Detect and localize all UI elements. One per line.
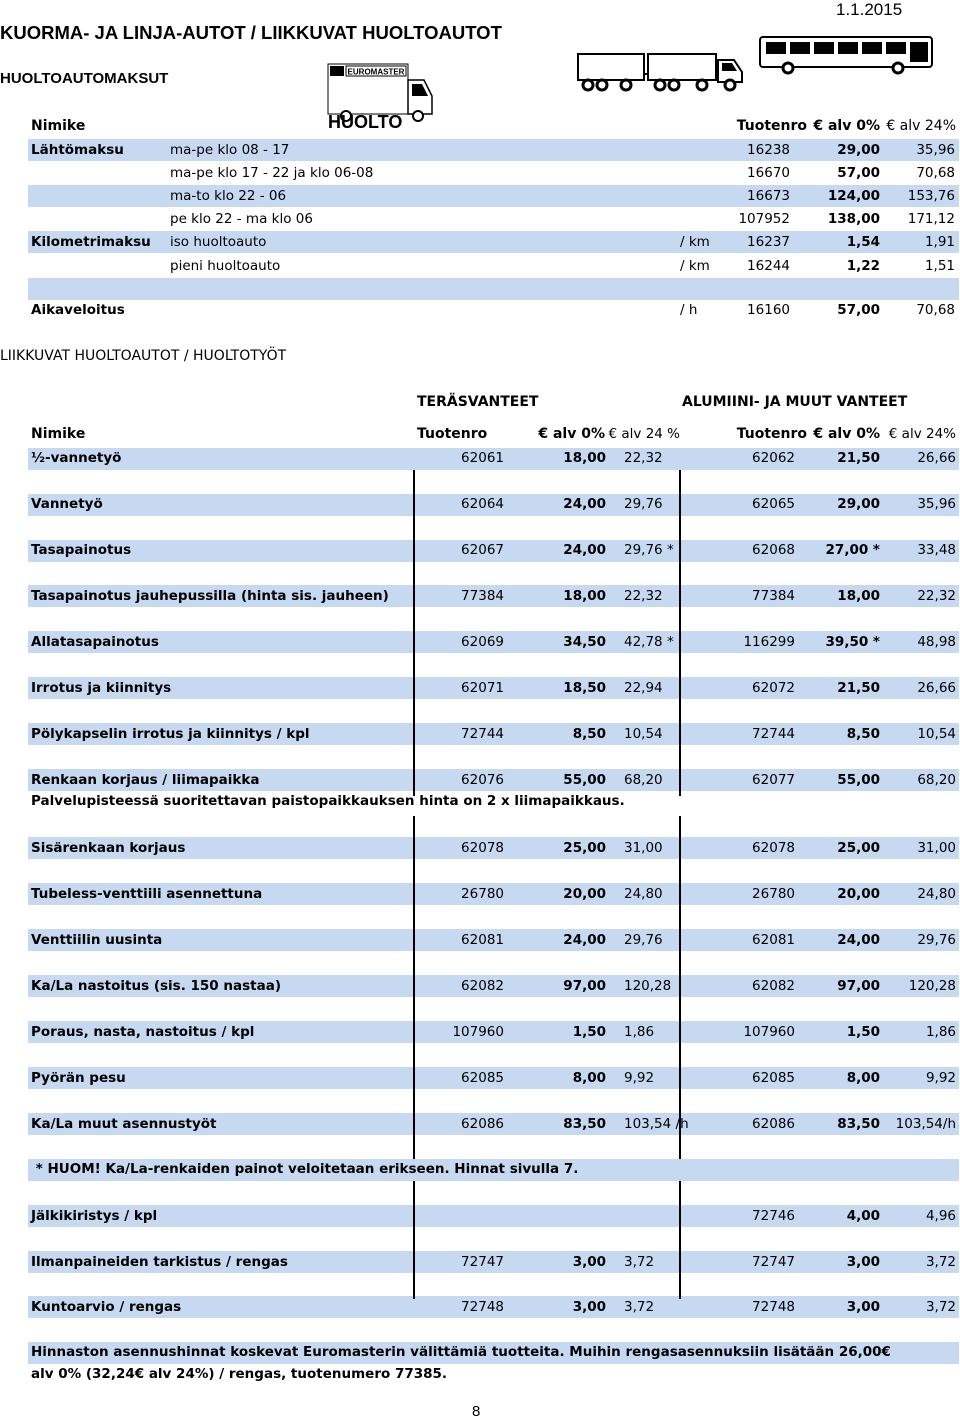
fee-desc: pieni huoltoauto xyxy=(170,258,281,274)
alu-vat0: 29,00 xyxy=(837,496,880,512)
alu-vat0: 25,00 xyxy=(837,840,880,856)
steel-code: 62085 xyxy=(461,1070,504,1086)
alu-code: 62068 xyxy=(752,542,795,558)
steel-vat0: 3,00 xyxy=(572,1299,606,1315)
fee-code: 107952 xyxy=(738,211,790,227)
fee-desc: ma-pe klo 17 - 22 ja klo 06-08 xyxy=(170,165,374,181)
alu-vat0: 3,00 xyxy=(846,1299,880,1315)
alu-vat0: 8,50 xyxy=(846,726,880,742)
fees-header-name: Nimike xyxy=(31,118,86,134)
alu-vat0: 4,00 xyxy=(846,1208,880,1224)
service-name: ½-vannetyö xyxy=(31,450,122,466)
steel-code: 62076 xyxy=(461,772,504,788)
alu-vat24: 3,72 xyxy=(925,1299,956,1315)
alu-vat24: 48,98 xyxy=(917,634,956,650)
fee-unit: / km xyxy=(680,258,710,274)
alu-vat0: 3,00 xyxy=(846,1254,880,1270)
steel-code: 62061 xyxy=(461,450,504,466)
services-section-title: LIIKKUVAT HUOLTOAUTOT / HUOLTOTYÖT xyxy=(0,348,287,364)
steel-code: 26780 xyxy=(461,886,504,902)
fee-code: 16238 xyxy=(747,142,790,158)
truck-trailer-icon xyxy=(576,50,746,92)
alu-vat0: 21,50 xyxy=(837,680,880,696)
steel-vat0: 97,00 xyxy=(563,978,606,994)
steel-vat0: 18,50 xyxy=(563,680,606,696)
steel-vat0: 3,00 xyxy=(572,1254,606,1270)
alu-vat24: 1,86 xyxy=(925,1024,956,1040)
alu-vat24: 9,92 xyxy=(925,1070,956,1086)
alu-vat0: 83,50 xyxy=(837,1116,880,1132)
steel-vat24: 42,78 * xyxy=(624,634,674,650)
alu-code: 72748 xyxy=(752,1299,795,1315)
service-name: Ka/La muut asennustyöt xyxy=(31,1116,217,1132)
steel-code: 62081 xyxy=(461,932,504,948)
group-steel-rims: TERÄSVANTEET xyxy=(417,394,539,410)
service-name: Ka/La nastoitus (sis. 150 nastaa) xyxy=(31,978,282,994)
alu-vat0: 39,50 * xyxy=(825,634,880,650)
alu-vat0: 20,00 xyxy=(837,886,880,902)
alu-code: 62065 xyxy=(752,496,795,512)
document-date: 1.1.2015 xyxy=(836,0,903,19)
fee-vat24: 35,96 xyxy=(916,142,955,158)
alu-code: 62072 xyxy=(752,680,795,696)
fee-vat0: 138,00 xyxy=(827,211,880,227)
fee-vat24: 70,68 xyxy=(916,165,955,181)
fee-code: 16670 xyxy=(747,165,790,181)
fee-desc: pe klo 22 - ma klo 06 xyxy=(170,211,313,227)
fee-label: Lähtömaksu xyxy=(31,142,124,158)
steel-vat24: 120,28 xyxy=(624,978,672,994)
alu-vat24: 103,54/h xyxy=(895,1116,956,1132)
alu-code: 107960 xyxy=(743,1024,795,1040)
fee-vat0: 29,00 xyxy=(837,142,880,158)
steel-vat24: 68,20 xyxy=(624,772,663,788)
service-name: Kuntoarvio / rengas xyxy=(31,1299,182,1315)
steel-vat0: 25,00 xyxy=(563,840,606,856)
steel-code: 72748 xyxy=(461,1299,504,1315)
alu-vat24: 26,66 xyxy=(917,450,956,466)
fees-header-vat0: € alv 0% xyxy=(813,118,880,134)
fees-header-vat24: € alv 24% xyxy=(886,118,956,134)
steel-code: 62067 xyxy=(461,542,504,558)
steel-vat24: 10,54 xyxy=(624,726,663,742)
column-divider xyxy=(413,1181,415,1299)
steel-vat24: 9,92 xyxy=(624,1070,655,1086)
alu-code: 62086 xyxy=(752,1116,795,1132)
alu-code: 62085 xyxy=(752,1070,795,1086)
service-name: Vannetyö xyxy=(31,496,103,512)
alu-code: 62062 xyxy=(752,450,795,466)
steel-code: 72747 xyxy=(461,1254,504,1270)
steel-vat24: 22,94 xyxy=(624,680,663,696)
service-name: Pölykapselin irrotus ja kiinnitys / kpl xyxy=(31,726,310,742)
fee-vat0: 124,00 xyxy=(827,188,880,204)
page-number: 8 xyxy=(472,1403,481,1420)
alu-vat24: 33,48 xyxy=(917,542,956,558)
steel-code: 62071 xyxy=(461,680,504,696)
footer-line-1: Hinnaston asennushinnat koskevat Euromasterin välittämiä tuotteita. Muihin rengasasennuksiin lisätään 26,00€ xyxy=(31,1344,891,1360)
alu-code: 116299 xyxy=(743,634,795,650)
fee-row-band xyxy=(28,278,959,300)
service-name: Allatasapainotus xyxy=(31,634,159,650)
steel-code: 62078 xyxy=(461,840,504,856)
fee-desc: iso huoltoauto xyxy=(170,234,267,250)
column-divider xyxy=(679,1181,681,1299)
services-header-steel-vat0: € alv 0% xyxy=(538,426,605,442)
alu-vat24: 35,96 xyxy=(917,496,956,512)
alu-vat24: 120,28 xyxy=(908,978,956,994)
steel-vat24: 29,76 xyxy=(624,496,663,512)
steel-vat0: 24,00 xyxy=(563,496,606,512)
fee-vat24: 1,51 xyxy=(924,258,955,274)
steel-code: 62064 xyxy=(461,496,504,512)
service-name: Pyörän pesu xyxy=(31,1070,126,1086)
fees-header-product-no: Tuotenro xyxy=(736,118,807,134)
fee-label: Aikaveloitus xyxy=(31,302,125,318)
fee-code: 16673 xyxy=(747,188,790,204)
service-name: Venttiilin uusinta xyxy=(31,932,163,948)
service-name: Ilmanpaineiden tarkistus / rengas xyxy=(31,1254,288,1270)
alu-vat24: 10,54 xyxy=(917,726,956,742)
fee-desc: ma-pe klo 08 - 17 xyxy=(170,142,290,158)
fee-vat0: 57,00 xyxy=(837,302,880,318)
alu-vat0: 8,00 xyxy=(846,1070,880,1086)
alu-vat0: 21,50 xyxy=(837,450,880,466)
fee-code: 16160 xyxy=(747,302,790,318)
fee-desc: ma-to klo 22 - 06 xyxy=(170,188,287,204)
steel-vat0: 24,00 xyxy=(563,932,606,948)
document-subtitle: HUOLTOAUTOMAKSUT xyxy=(0,70,169,87)
alu-vat0: 24,00 xyxy=(837,932,880,948)
alu-code: 62077 xyxy=(752,772,795,788)
alu-vat24: 29,76 xyxy=(917,932,956,948)
alu-vat0: 55,00 xyxy=(837,772,880,788)
steel-vat24: 24,80 xyxy=(624,886,663,902)
services-header-alu-code: Tuotenro xyxy=(736,426,807,442)
alu-vat24: 24,80 xyxy=(917,886,956,902)
steel-code: 62086 xyxy=(461,1116,504,1132)
alu-code: 62081 xyxy=(752,932,795,948)
steel-vat24: 3,72 xyxy=(624,1299,655,1315)
alu-code: 72747 xyxy=(752,1254,795,1270)
services-header-steel-vat24: € alv 24 % xyxy=(608,426,680,442)
fee-vat0: 1,54 xyxy=(846,234,880,250)
steel-vat24: 22,32 xyxy=(624,588,663,604)
fee-unit: / km xyxy=(680,234,710,250)
steel-vat24: 22,32 xyxy=(624,450,663,466)
alu-vat0: 1,50 xyxy=(846,1024,880,1040)
service-name: Tasapainotus jauhepussilla (hinta sis. jauheen) xyxy=(31,588,389,604)
services-header-alu-vat24: € alv 24% xyxy=(888,426,956,442)
alu-vat0: 97,00 xyxy=(837,978,880,994)
svg-text:HUOLTO: HUOLTO xyxy=(328,112,403,130)
fee-vat24: 171,12 xyxy=(907,211,955,227)
services-header-name: Nimike xyxy=(31,426,86,442)
alu-vat24: 31,00 xyxy=(917,840,956,856)
column-divider xyxy=(413,816,415,1159)
alu-code: 72744 xyxy=(752,726,795,742)
alu-code: 26780 xyxy=(752,886,795,902)
steel-code: 62069 xyxy=(461,634,504,650)
service-name: Sisärenkaan korjaus xyxy=(31,840,186,856)
note-patch: Palvelupisteessä suoritettavan paistopaikkauksen hinta on 2 x liimapaikkaus. xyxy=(31,793,625,809)
steel-code: 77384 xyxy=(461,588,504,604)
alu-code: 62082 xyxy=(752,978,795,994)
column-divider xyxy=(679,470,681,796)
services-header-alu-vat0: € alv 0% xyxy=(813,426,880,442)
alu-vat0: 27,00 * xyxy=(825,542,880,558)
group-alu-rims: ALUMIINI- JA MUUT VANTEET xyxy=(682,394,908,410)
fee-vat24: 70,68 xyxy=(916,302,955,318)
fee-label: Kilometrimaksu xyxy=(31,234,151,250)
service-name: Tasapainotus xyxy=(31,542,132,558)
steel-vat0: 18,00 xyxy=(563,588,606,604)
steel-vat0: 8,00 xyxy=(572,1070,606,1086)
fee-vat24: 1,91 xyxy=(924,234,955,250)
steel-code: 62082 xyxy=(461,978,504,994)
alu-code: 77384 xyxy=(752,588,795,604)
service-name: Tubeless-venttiili asennettuna xyxy=(31,886,263,902)
steel-vat0: 8,50 xyxy=(572,726,606,742)
alu-vat24: 22,32 xyxy=(917,588,956,604)
fee-unit: / h xyxy=(680,302,698,318)
steel-vat24: 29,76 xyxy=(624,932,663,948)
steel-vat0: 1,50 xyxy=(572,1024,606,1040)
alu-vat24: 68,20 xyxy=(917,772,956,788)
bus-icon xyxy=(758,34,938,76)
alu-vat24: 3,72 xyxy=(925,1254,956,1270)
steel-vat0: 24,00 xyxy=(563,542,606,558)
fee-code: 16237 xyxy=(747,234,790,250)
footer-line-2: alv 0% (32,24€ alv 24%) / rengas, tuotenumero 77385. xyxy=(31,1366,448,1382)
service-name: Irrotus ja kiinnitys xyxy=(31,680,172,696)
alu-code: 62078 xyxy=(752,840,795,856)
steel-vat24: 3,72 xyxy=(624,1254,655,1270)
steel-vat24: 1,86 xyxy=(624,1024,655,1040)
steel-vat0: 20,00 xyxy=(563,886,606,902)
fee-code: 16244 xyxy=(747,258,790,274)
note-huom: * HUOM! Ka/La-renkaiden painot veloitetaan erikseen. Hinnat sivulla 7. xyxy=(31,1161,579,1177)
steel-vat24: 103,54 /h xyxy=(624,1116,689,1132)
steel-vat0: 34,50 xyxy=(563,634,606,650)
service-name: Poraus, nasta, nastoitus / kpl xyxy=(31,1024,255,1040)
steel-vat24: 31,00 xyxy=(624,840,663,856)
steel-vat0: 83,50 xyxy=(563,1116,606,1132)
alu-vat0: 18,00 xyxy=(837,588,880,604)
steel-vat0: 55,00 xyxy=(563,772,606,788)
fee-vat0: 57,00 xyxy=(837,165,880,181)
service-name: Jälkikiristys / kpl xyxy=(31,1208,158,1224)
fee-vat0: 1,22 xyxy=(846,258,880,274)
column-divider xyxy=(413,470,415,796)
steel-vat0: 18,00 xyxy=(563,450,606,466)
euromaster-truck-logo xyxy=(326,60,436,130)
alu-code: 72746 xyxy=(752,1208,795,1224)
services-header-steel-code: Tuotenro xyxy=(417,426,488,442)
svg-text:EUROMASTER: EUROMASTER xyxy=(347,67,405,77)
steel-code: 72744 xyxy=(461,726,504,742)
alu-vat24: 4,96 xyxy=(925,1208,956,1224)
document-title: KUORMA- JA LINJA-AUTOT / LIIKKUVAT HUOLTOAUTOT xyxy=(0,22,502,43)
service-name: Renkaan korjaus / liimapaikka xyxy=(31,772,260,788)
alu-vat24: 26,66 xyxy=(917,680,956,696)
steel-code: 107960 xyxy=(452,1024,504,1040)
fee-vat24: 153,76 xyxy=(907,188,955,204)
steel-vat24: 29,76 * xyxy=(624,542,674,558)
